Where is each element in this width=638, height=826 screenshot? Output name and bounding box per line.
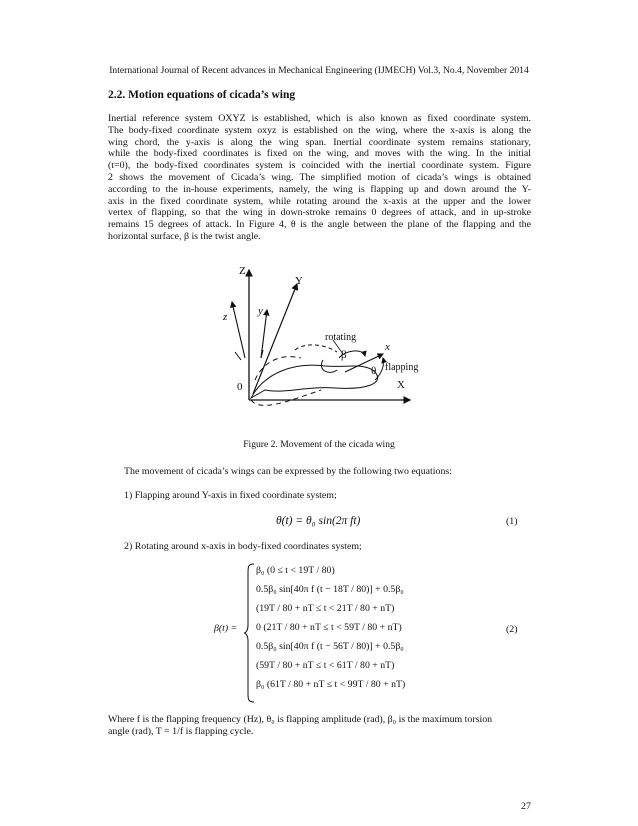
closing-line: angle (rad), T = 1/f is flapping cycle. — [108, 726, 254, 737]
paragraph-line: axis in the fixed coordinate system, while rotating around the x-axis at the upper and the lower — [108, 195, 531, 207]
label-beta: β — [341, 349, 347, 361]
equation-2 — [190, 563, 490, 703]
paragraph-line: horizontal surface, β is the twist angle. — [108, 230, 261, 242]
label-theta: θ — [371, 365, 377, 377]
wing-outline — [251, 365, 378, 398]
closing-paragraph — [108, 714, 531, 738]
label-Z: Z — [239, 265, 246, 277]
paragraph-line: Inertial reference system OXYZ is established, which is also known as fixed coordinate system. — [108, 113, 531, 124]
paragraph-line: The body-fixed coordinate system oxyz is established on the wing, where the x-axis is along the — [108, 124, 531, 136]
left-brace-icon — [243, 563, 255, 703]
wing-motion-figure — [225, 262, 425, 412]
label-x: x — [385, 341, 390, 353]
z-axis — [232, 302, 245, 358]
x-axis-body — [345, 354, 383, 372]
equation-1: θ(t) = θ₀ sin(2π ft) — [276, 515, 361, 527]
paragraph-line: remains 15 degrees of attack. In Figure 4, θ is the angle between the plane of the flapping and the — [108, 219, 531, 231]
label-rotating: rotating — [325, 332, 357, 343]
paragraph-line: 2 shows the movement of Cicada’s wing. The simplified motion of cicada’s wings is obtained — [108, 171, 531, 183]
equation-2-row: (19T / 80 + nT ≤ t < 21T / 80 + nT) — [256, 603, 395, 614]
section-title: 2.2. Motion equations of cicada’s wing — [108, 89, 296, 101]
equation-2-row: β₀ (61T / 80 + nT ≤ t < 99T / 80 + nT) — [256, 679, 406, 690]
figure-caption: Figure 2. Movement of the cicada wing — [243, 439, 395, 450]
equation-2-row: 0.5β₀ sin[40π f (t − 56T / 80)] + 0.5β₀ — [256, 641, 404, 652]
y-axis — [261, 310, 267, 358]
list-item-2: 2) Rotating around x-axis in body-fixed coordinates system; — [124, 541, 362, 552]
equation-2-lhs: β(t) = — [214, 623, 238, 634]
closing-line: Where f is the flapping frequency (Hz), θ₀ is flapping amplitude (rad), β₀ is the maximum torsion — [108, 714, 493, 725]
label-y: y — [258, 305, 263, 317]
label-Y: Y — [295, 275, 303, 287]
equation-2-number: (2) — [506, 624, 518, 635]
paragraph-line: (t=0), the body-fixed coordinates system is coincided with the inertial coordinate system. Figure — [108, 160, 531, 172]
paragraph-1 — [108, 113, 531, 243]
equation-2-row: 0.5β₀ sin[40π f (t − 18T / 80)] + 0.5β₀ — [256, 584, 404, 595]
paragraph-line: wing chord, the y-axis is along the wing span. Inertial coordinate system remains stationary, — [108, 136, 531, 148]
label-X: X — [397, 379, 405, 391]
label-flapping: flapping — [385, 362, 419, 373]
Y-axis — [253, 284, 297, 394]
wing-motion-diagram — [225, 262, 425, 412]
equations-intro: The movement of cicada’s wings can be expressed by the following two equations: — [124, 466, 452, 477]
label-z: z — [223, 311, 228, 323]
equation-2-row: β₀ (0 ≤ t < 19T / 80) — [256, 565, 335, 576]
running-header: International Journal of Recent advances in Mechanical Engineering (IJMECH) Vol.3, No.4, November 2014 — [109, 65, 529, 76]
list-item-1: 1) Flapping around Y-axis in fixed coordinate system; — [124, 490, 337, 501]
equation-2-row: 0 (21T / 80 + nT ≤ t < 59T / 80 + nT) — [256, 622, 402, 633]
paragraph-line: according to the in-house experiments, namely, the wing is flapping up and down around the Y- — [108, 183, 531, 195]
equation-2-row: (59T / 80 + nT ≤ t < 61T / 80 + nT) — [256, 660, 395, 671]
paragraph-line: while the body-fixed coordinates is fixed on the wing, and moves with the wing. In the initial — [108, 148, 531, 160]
equation-1-number: (1) — [506, 516, 518, 527]
page-number: 27 — [521, 801, 531, 812]
label-origin: 0 — [237, 381, 243, 393]
paragraph-line: vertex of flapping, so that the wing in down-stroke remains 0 degrees of attack, and in up-stroke — [108, 207, 531, 219]
